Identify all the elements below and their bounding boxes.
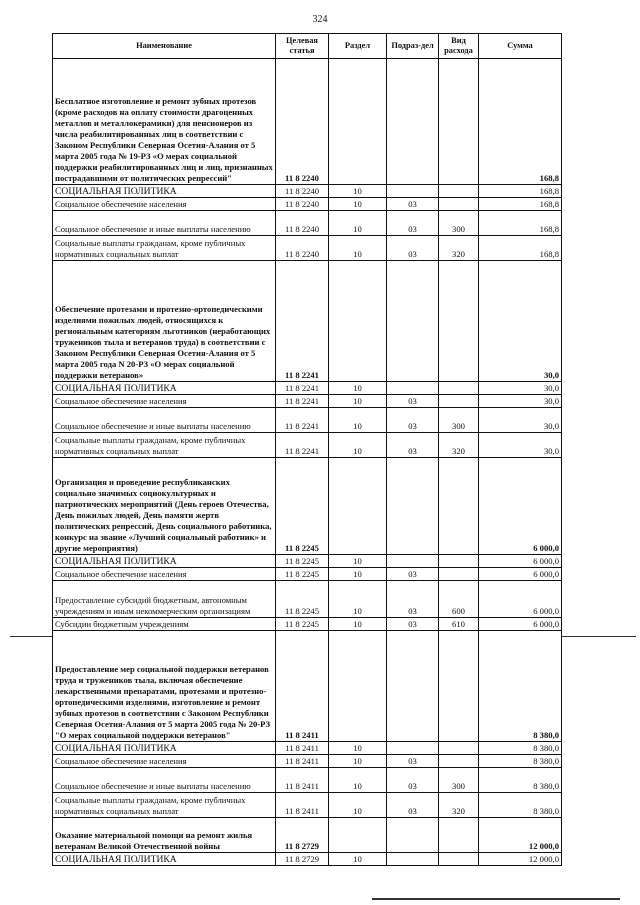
row-amount: 8 380,0 <box>479 742 562 755</box>
table-row <box>53 853 562 866</box>
table-body <box>53 59 562 866</box>
row-expense-type: 320 <box>439 433 479 458</box>
row-amount: 168,8 <box>479 211 562 236</box>
row-amount: 6 000,0 <box>479 568 562 581</box>
row-expense-type: 300 <box>439 408 479 433</box>
row-amount: 6 000,0 <box>479 618 562 631</box>
row-amount: 8 380,0 <box>479 768 562 793</box>
row-section: 10 <box>329 768 387 793</box>
page-number: 324 <box>312 14 328 25</box>
row-amount: 8 380,0 <box>479 793 562 818</box>
row-expense-type <box>439 755 479 768</box>
row-expense-type: 600 <box>439 581 479 618</box>
row-section: 10 <box>329 236 387 261</box>
row-section: 10 <box>329 793 387 818</box>
table-row <box>53 395 562 408</box>
row-name: Социальное обеспечение населения <box>53 198 276 211</box>
row-subsection <box>387 458 439 555</box>
row-target: 11 8 2240 <box>276 236 329 261</box>
row-expense-type: 320 <box>439 793 479 818</box>
row-section <box>329 59 387 185</box>
row-expense-type <box>439 458 479 555</box>
row-target: 11 8 2240 <box>276 198 329 211</box>
table-row <box>53 581 562 618</box>
row-section: 10 <box>329 568 387 581</box>
row-amount: 168,8 <box>479 198 562 211</box>
row-section: 10 <box>329 185 387 198</box>
row-section: 10 <box>329 618 387 631</box>
row-target: 11 8 2241 <box>276 433 329 458</box>
table-row <box>53 382 562 395</box>
table-row <box>53 793 562 818</box>
row-target: 11 8 2411 <box>276 742 329 755</box>
row-name: Социальные выплаты гражданам, кроме публичных нормативных социальных выплат <box>53 236 276 261</box>
row-target: 11 8 2240 <box>276 185 329 198</box>
header-subsection: Подраз-дел <box>387 34 439 59</box>
row-expense-type: 300 <box>439 211 479 236</box>
row-subsection: 03 <box>387 581 439 618</box>
row-subsection: 03 <box>387 755 439 768</box>
row-name: Социальное обеспечение населения <box>53 395 276 408</box>
row-name: Социальные выплаты гражданам, кроме публичных нормативных социальных выплат <box>53 433 276 458</box>
header-expense-type: Вид расхода <box>439 34 479 59</box>
row-section: 10 <box>329 555 387 568</box>
row-name: Предоставление мер социальной поддержки ветеранов труда и тружеников тыла, включая обеспечение лекарственными препаратами, протезами и протезно-ортопедическими изделиями, изготовление и ремонт зубных протезов в соответствии с Законом Республики Северная Осетия-Алания от 5 марта 2005 года № 20-РЗ "О мерах социальной поддержки ветеранов" <box>53 631 276 742</box>
row-amount: 168,8 <box>479 236 562 261</box>
row-section: 10 <box>329 198 387 211</box>
table-row <box>53 631 562 742</box>
row-name: Бесплатное изготовление и ремонт зубных протезов (кроме расходов на оплату стоимости драгоценных металлов и металлокерамики) для пенсионеров из числа реабилитированных лиц в соответствии с Законом Республики Северная Осетия-Алания от 5 марта 2005 года № 19-РЗ «О мерах социальной поддержки реабилитированных лиц и лиц, признанных пострадавшими от политических репрессий" <box>53 59 276 185</box>
table-row <box>53 618 562 631</box>
row-amount: 8 380,0 <box>479 631 562 742</box>
header-name: Наименование <box>53 34 276 59</box>
table-row <box>53 261 562 382</box>
row-amount: 30,0 <box>479 261 562 382</box>
row-name: Социальное обеспечение и иные выплаты населению <box>53 408 276 433</box>
table-row <box>53 818 562 853</box>
row-subsection <box>387 631 439 742</box>
row-name: Предоставление субсидий бюджетным, автономным учреждениям и иным некоммерческим организациям <box>53 581 276 618</box>
row-amount: 30,0 <box>479 395 562 408</box>
row-subsection: 03 <box>387 433 439 458</box>
row-amount: 12 000,0 <box>479 853 562 866</box>
table-row <box>53 59 562 185</box>
table-row <box>53 408 562 433</box>
table-row <box>53 768 562 793</box>
footer-rule <box>372 898 620 900</box>
row-section: 10 <box>329 395 387 408</box>
row-amount: 30,0 <box>479 433 562 458</box>
row-section: 10 <box>329 433 387 458</box>
row-target: 11 8 2411 <box>276 768 329 793</box>
row-amount: 6 000,0 <box>479 458 562 555</box>
row-amount: 12 000,0 <box>479 818 562 853</box>
row-target: 11 8 2411 <box>276 631 329 742</box>
row-expense-type <box>439 382 479 395</box>
row-section: 10 <box>329 742 387 755</box>
row-subsection: 03 <box>387 768 439 793</box>
row-subsection: 03 <box>387 408 439 433</box>
row-subsection: 03 <box>387 618 439 631</box>
table-header-row <box>53 34 562 59</box>
row-subsection: 03 <box>387 198 439 211</box>
header-target: Целевая статья <box>276 34 329 59</box>
row-expense-type <box>439 631 479 742</box>
row-target: 11 8 2245 <box>276 568 329 581</box>
row-target: 11 8 2241 <box>276 382 329 395</box>
table-row <box>53 568 562 581</box>
row-target: 11 8 2729 <box>276 853 329 866</box>
table-row <box>53 433 562 458</box>
scan-line-left <box>10 636 52 637</box>
row-expense-type <box>439 853 479 866</box>
row-target: 11 8 2241 <box>276 261 329 382</box>
row-subsection <box>387 853 439 866</box>
row-amount: 6 000,0 <box>479 555 562 568</box>
row-subsection <box>387 59 439 185</box>
row-section: 10 <box>329 382 387 395</box>
row-subsection: 03 <box>387 236 439 261</box>
row-subsection <box>387 818 439 853</box>
row-amount: 168,8 <box>479 185 562 198</box>
row-expense-type: 300 <box>439 768 479 793</box>
table-row <box>53 185 562 198</box>
row-target: 11 8 2245 <box>276 581 329 618</box>
row-target: 11 8 2245 <box>276 458 329 555</box>
row-subsection <box>387 382 439 395</box>
row-section <box>329 631 387 742</box>
row-section <box>329 818 387 853</box>
row-expense-type <box>439 261 479 382</box>
row-name: Социальное обеспечение населения <box>53 755 276 768</box>
row-subsection <box>387 185 439 198</box>
row-subsection: 03 <box>387 211 439 236</box>
row-expense-type <box>439 742 479 755</box>
row-name: Социальное обеспечение населения <box>53 568 276 581</box>
table-row <box>53 742 562 755</box>
row-amount: 168,8 <box>479 59 562 185</box>
row-name: Социальное обеспечение и иные выплаты населению <box>53 211 276 236</box>
row-section: 10 <box>329 755 387 768</box>
row-expense-type <box>439 198 479 211</box>
row-section: 10 <box>329 581 387 618</box>
row-subsection: 03 <box>387 793 439 818</box>
row-name: Социальное обеспечение и иные выплаты населению <box>53 768 276 793</box>
table-row <box>53 755 562 768</box>
budget-table <box>52 33 562 866</box>
table-row <box>53 458 562 555</box>
row-subsection <box>387 555 439 568</box>
row-name: Обеспечение протезами и протезно-ортопедическими изделиями пожилых людей, относящихся к региональным категориям льготников (неработающих тружеников тыла и ветеранов труда) в соответствии с Законом Республики Северная Осетия-Алания от 5 марта 2005 года N 20-РЗ «О мерах социальной поддержки ветеранов» <box>53 261 276 382</box>
row-section: 10 <box>329 408 387 433</box>
row-target: 11 8 2245 <box>276 618 329 631</box>
row-name: СОЦИАЛЬНАЯ ПОЛИТИКА <box>53 185 276 198</box>
row-amount: 8 380,0 <box>479 755 562 768</box>
row-subsection <box>387 261 439 382</box>
row-expense-type <box>439 818 479 853</box>
row-section: 10 <box>329 853 387 866</box>
row-target: 11 8 2241 <box>276 395 329 408</box>
row-name: Организация и проведение республиканских социально значимых социокультурных и патриотических мероприятий (День героев Отечества, День пожилых людей, День памяти жертв политических репрессий, День социального работника, конкурс на звание «Лучший социальный работник» и другие мероприятия) <box>53 458 276 555</box>
row-expense-type <box>439 568 479 581</box>
row-target: 11 8 2729 <box>276 818 329 853</box>
row-expense-type <box>439 59 479 185</box>
row-target: 11 8 2411 <box>276 755 329 768</box>
row-expense-type <box>439 395 479 408</box>
row-name: СОЦИАЛЬНАЯ ПОЛИТИКА <box>53 382 276 395</box>
row-amount: 6 000,0 <box>479 581 562 618</box>
row-target: 11 8 2240 <box>276 211 329 236</box>
header-amount: Сумма <box>479 34 562 59</box>
table-row <box>53 211 562 236</box>
row-expense-type <box>439 185 479 198</box>
row-section: 10 <box>329 211 387 236</box>
row-name: Субсидии бюджетным учреждениям <box>53 618 276 631</box>
row-section <box>329 458 387 555</box>
row-target: 11 8 2240 <box>276 59 329 185</box>
row-name: Социальные выплаты гражданам, кроме публичных нормативных социальных выплат <box>53 793 276 818</box>
row-name: СОЦИАЛЬНАЯ ПОЛИТИКА <box>53 742 276 755</box>
table-row <box>53 198 562 211</box>
row-target: 11 8 2245 <box>276 555 329 568</box>
row-name: СОЦИАЛЬНАЯ ПОЛИТИКА <box>53 555 276 568</box>
row-section <box>329 261 387 382</box>
row-subsection <box>387 742 439 755</box>
row-target: 11 8 2411 <box>276 793 329 818</box>
header-section: Раздел <box>329 34 387 59</box>
row-expense-type <box>439 555 479 568</box>
row-expense-type: 610 <box>439 618 479 631</box>
row-expense-type: 320 <box>439 236 479 261</box>
table-row <box>53 236 562 261</box>
row-amount: 30,0 <box>479 408 562 433</box>
scan-line-right <box>561 636 636 637</box>
row-amount: 30,0 <box>479 382 562 395</box>
row-subsection: 03 <box>387 395 439 408</box>
row-name: СОЦИАЛЬНАЯ ПОЛИТИКА <box>53 853 276 866</box>
row-name: Оказание материальной помощи на ремонт жилья ветеранам Великой Отечественной войны <box>53 818 276 853</box>
row-target: 11 8 2241 <box>276 408 329 433</box>
table-row <box>53 555 562 568</box>
row-subsection: 03 <box>387 568 439 581</box>
